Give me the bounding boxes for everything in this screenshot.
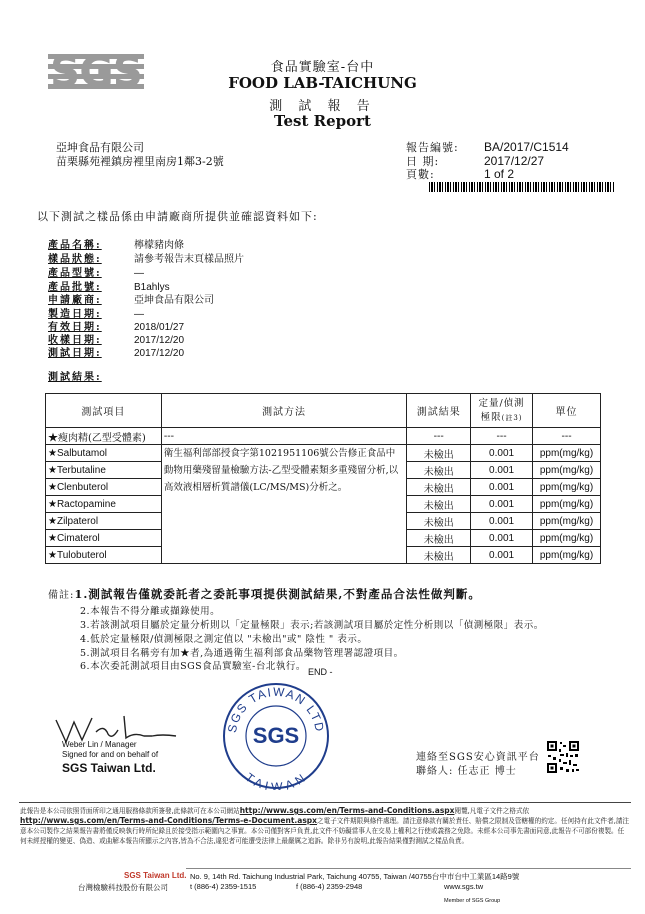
cell-item: ★Ractopamine	[46, 496, 162, 513]
cell-limit: ---	[471, 428, 533, 445]
cell-limit: 0.001	[471, 547, 533, 564]
cell-item: ★Cimaterol	[46, 530, 162, 547]
sample-info-label: 製造日期:	[48, 309, 102, 320]
table-header-row	[46, 394, 601, 428]
lab-name-zh: 食品實驗室-台中	[270, 60, 375, 75]
cell-unit: ppm(mg/kg)	[533, 513, 601, 530]
cell-method-merged: 衛生福利部部授食字第1021951106號公告修正食品中動物用藥殘留量檢驗方法-乙型受體素類多重殘留分析,以高效液相層析質譜儀(LC/MS/MS)分析之。	[161, 445, 406, 564]
contact-person: 聯絡人: 任志正 博士	[416, 766, 517, 777]
sample-info-value: 檸檬豬肉條	[134, 240, 184, 251]
col-header-item: 測試項目	[46, 394, 162, 428]
col-header-limit-line2: 極限	[480, 411, 502, 423]
note-1	[48, 586, 481, 602]
cell-limit: 0.001	[471, 513, 533, 530]
cell-unit: ppm(mg/kg)	[533, 445, 601, 462]
sample-info-value: 請參考報告末頁樣品照片	[134, 254, 244, 265]
results-table	[45, 393, 601, 564]
sample-info-row	[48, 264, 144, 279]
cell-result: 未檢出	[407, 513, 471, 530]
cell-limit: 0.001	[471, 530, 533, 547]
sample-info-value: —	[134, 309, 144, 320]
cell-result: 未檢出	[407, 445, 471, 462]
stamp-center-text: SGS	[252, 723, 300, 748]
sample-info-value: B1ahlys	[134, 282, 170, 293]
cell-result: ---	[407, 428, 471, 445]
report-pages	[406, 166, 514, 182]
sample-info-label: 測試日期:	[48, 348, 102, 359]
note-5: 5.測試項目名稱旁有加★者,為通過衛生福利部食品藥物管理署認證項目。	[80, 648, 404, 659]
sample-info-label: 有效日期:	[48, 322, 102, 333]
col-header-limit	[471, 394, 533, 428]
table-row	[46, 428, 601, 445]
cell-item: ★瘦肉精(乙型受體素)	[46, 428, 162, 445]
cell-unit: ppm(mg/kg)	[533, 479, 601, 496]
sample-info-label: 樣品狀態:	[48, 254, 102, 265]
terms-link[interactable]: http://www.sgs.com/en/Terms-and-Conditions.aspx	[239, 806, 455, 815]
end-marker: END -	[308, 667, 333, 677]
sample-info-row	[48, 236, 184, 251]
cell-result: 未檢出	[407, 547, 471, 564]
footer-company-zh: 台灣檢驗科技股份有限公司	[78, 883, 168, 892]
footer-divider	[186, 868, 631, 869]
logo-text: SGS	[50, 47, 142, 96]
cell-limit: 0.001	[471, 496, 533, 513]
cell-result: 未檢出	[407, 496, 471, 513]
report-title-en: Test Report	[274, 112, 371, 130]
report-date-label: 日 期:	[406, 155, 440, 168]
footer-address: No. 9, 14th Rd. Taichung Industrial Park, Taichung 40755, Taiwan /40755台中市台中工業區14路9號	[190, 872, 520, 881]
sample-info-value: 2017/12/20	[134, 348, 185, 359]
divider	[19, 802, 631, 803]
sample-info-row	[48, 344, 184, 359]
footer-web[interactable]: www.sgs.tw	[444, 882, 484, 891]
sample-info-label: 產品名稱:	[48, 240, 102, 251]
col-header-limit-line1: 定量/偵測	[478, 397, 525, 409]
sample-info-value: 亞坤食品有限公司	[134, 295, 214, 306]
cell-item: ★Terbutaline	[46, 462, 162, 479]
disclaimer-text	[20, 806, 630, 846]
disclaimer-part: 此報告是本公司依照背面所印之通用服務條款所簽發,此條款可在本公司網站	[20, 807, 240, 815]
report-pages-label: 頁數:	[406, 168, 435, 181]
note-2: 2.本報告不得分離或擷錄使用。	[80, 606, 221, 617]
cell-unit: ppm(mg/kg)	[533, 530, 601, 547]
cell-unit: ppm(mg/kg)	[533, 496, 601, 513]
e-document-terms-link[interactable]: http://www.sgs.com/en/Terms-and-Conditions/Terms-e-Document.aspx	[20, 816, 318, 825]
contact-platform: 連絡至SGS安心資訊平台	[416, 752, 540, 763]
cell-item: ★Salbutamol	[46, 445, 162, 462]
sample-info-label: 收樣日期:	[48, 335, 102, 346]
sample-info-label: 產品型號:	[48, 268, 102, 279]
stamp-bottom-text: TAIWAN	[242, 770, 310, 790]
cell-item: ★Clenbuterol	[46, 479, 162, 496]
note-1-text: 1.測試報告僅就委託者之委託事項提供測試結果,不對產品合法性做判斷。	[74, 587, 481, 601]
cell-limit: 0.001	[471, 479, 533, 496]
report-number-value: BA/2017/C1514	[484, 140, 569, 154]
stamp-top-text: SGS TAIWAN LTD	[225, 684, 328, 734]
signer-title: Weber Lin / Manager	[62, 740, 137, 749]
signer-signed-for: Signed for and on behalf of	[62, 750, 159, 759]
sample-info-value: —	[134, 268, 144, 279]
report-number-label: 報告編號:	[406, 141, 459, 154]
barcode	[429, 182, 615, 192]
col-header-limit-note: (註3)	[501, 413, 523, 422]
sample-info-row	[48, 250, 244, 265]
disclaimer-part: 閱覽,凡電子文件之格式依	[454, 807, 530, 815]
cell-item: ★Zilpaterol	[46, 513, 162, 530]
cell-result: 未檢出	[407, 479, 471, 496]
cell-result: 未檢出	[407, 530, 471, 547]
sample-info-value: 2018/01/27	[134, 322, 185, 333]
report-pages-value: 1 of 2	[484, 167, 515, 181]
results-title: 測試結果:	[48, 372, 102, 383]
sample-info-value: 2017/12/20	[134, 335, 185, 346]
cell-unit: ppm(mg/kg)	[533, 547, 601, 564]
cell-limit: 0.001	[471, 445, 533, 462]
cell-limit: 0.001	[471, 462, 533, 479]
cell-result: 未檢出	[407, 462, 471, 479]
footer-fax: f (886-4) 2359-2948	[296, 882, 363, 891]
signer-company: SGS Taiwan Ltd.	[62, 761, 156, 775]
intro-text: 以下測試之樣品係由申請廠商所提供並確認資料如下:	[37, 210, 318, 223]
col-header-result: 測試結果	[407, 394, 471, 428]
footer-tel: t (886-4) 2359-1515	[190, 882, 257, 891]
col-header-unit: 單位	[533, 394, 601, 428]
report-date-value: 2017/12/27	[484, 154, 545, 168]
note-4: 4.低於定量極限/偵測極限之測定值以 "未檢出"或" 陰性 " 表示。	[80, 634, 368, 645]
sample-info-label: 產品批號:	[48, 282, 102, 293]
footer-member: Member of SGS Group	[444, 898, 501, 904]
cell-unit: ppm(mg/kg)	[533, 462, 601, 479]
qr-code-icon	[546, 740, 580, 774]
lab-name-en: FOOD LAB-TAICHUNG	[228, 74, 417, 92]
sample-info-row	[48, 291, 214, 306]
cell-method: ---	[161, 428, 406, 445]
sample-info-label: 申請廠商:	[48, 295, 102, 306]
footer-company-en: SGS Taiwan Ltd.	[124, 871, 187, 880]
note-3: 3.若該測試項目屬於定量分析則以「定量極限」表示;若該測試項目屬於定性分析則以「偵測極限」表示。	[80, 620, 544, 631]
col-header-method: 測試方法	[161, 394, 406, 428]
note-6: 6.本次委託測試項目由SGS食品實驗室-台北執行。	[80, 661, 306, 672]
notes-prefix: 備註:	[48, 590, 75, 601]
client-name: 亞坤食品有限公司	[56, 141, 144, 154]
sgs-stamp	[218, 674, 334, 790]
client-address: 苗栗縣苑裡鎮房裡里南房1鄰3-2號	[56, 155, 224, 168]
disclaimer-part: 之電子文件期限與條件處理。請注意條款有關於責任、賠償之限制及管轄權的約定。任何持有此文件者,請注意本公司製作之結果報告書將僅反映執行時所紀錄且於接受指示範圍內之事實。本公司僅對客戶負責,此文件不妨礙當事人在交易上權利之行使或義務之免除。未經本公司事先書面同意,此報告不可部份複製。任何未經授權的變更、偽造、或曲解本報告所顯示之內容,皆為不合法,違犯者可能遭受法律上最嚴厲之追訴。除非另有說明,此報告結果僅對測試之樣品負責。	[20, 817, 630, 845]
report-title-zh: 測 試 報 告	[269, 99, 376, 114]
table-row	[46, 445, 601, 462]
cell-item: ★Tulobuterol	[46, 547, 162, 564]
cell-unit: ---	[533, 428, 601, 445]
